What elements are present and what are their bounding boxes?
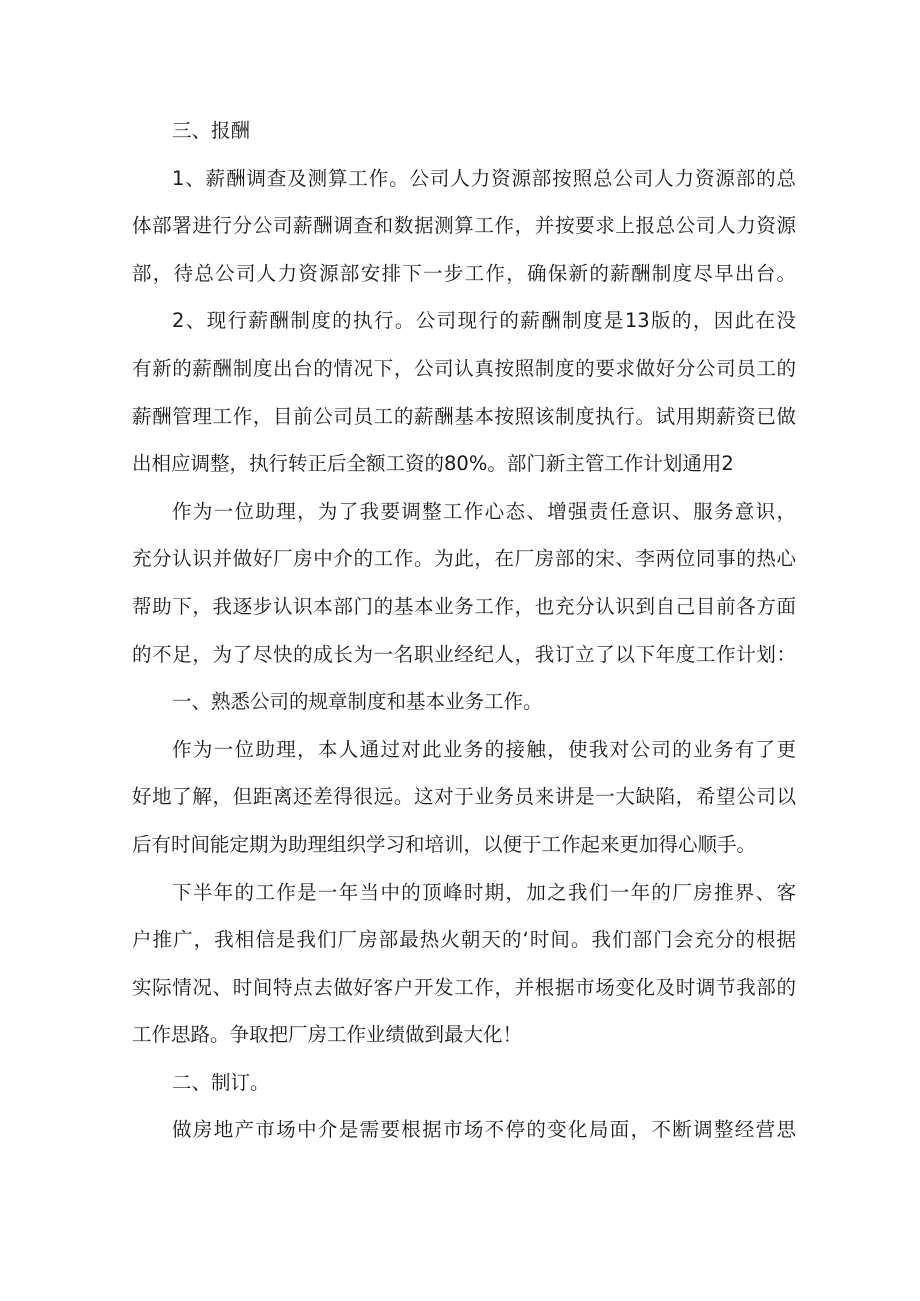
text-line: 薪酬管理工作，目前公司员工的薪酬基本按照该制度执行。试用期薪资已做 [132, 404, 796, 428]
text-line: 帮助下，我逐步认识本部门的基本业务工作，也充分认识到自己目前各方面 [132, 594, 796, 618]
text-line: 作为一位助理，为了我要调整工作心态、增强责任意识、服务意识， [172, 499, 796, 523]
text-line: 作为一位助理，本人通过对此业务的接触，使我对公司的业务有了更 [172, 737, 796, 761]
text-line: 实际情况、时间特点去做好客户开发工作，并根据市场变化及时调节我部的 [132, 975, 796, 999]
text-line: 做房地产市场中介是需要根据市场不停的变化局面，不断调整经营思 [172, 1118, 796, 1142]
text-line: 二、制订。 [172, 1070, 270, 1094]
text-line: 1、薪酬调查及测算工作。公司人力资源部按照总公司人力资源部的总 [172, 166, 796, 190]
text-line: 下半年的工作是一年当中的顶峰时期，加之我们一年的厂房推界、客 [172, 880, 796, 904]
text-line: 一、熟悉公司的规章制度和基本业务工作。 [172, 690, 543, 714]
text-line: 2、现行薪酬制度的执行。公司现行的薪酬制度是13版的，因此在没 [172, 309, 796, 333]
text-line: 体部署进行分公司薪酬调查和数据测算工作，并按要求上报总公司人力资源 [132, 214, 796, 238]
text-line: 有新的薪酬制度出台的情况下，公司认真按照制度的要求做好分公司员工的 [132, 356, 796, 380]
document-body [132, 107, 796, 1154]
text-line: 的不足，为了尽快的成长为一名职业经纪人，我订立了以下年度工作计划： [132, 642, 796, 666]
text-line: 后有时间能定期为助理组织学习和培训，以便于工作起来更加得心顺手。 [132, 832, 757, 856]
text-line: 出相应调整，执行转正后全额工资的80%。部门新主管工作计划通用2 [132, 452, 734, 476]
text-line: 户推广，我相信是我们厂房部最热火朝天的‘时间。我们部门会充分的根据 [132, 928, 796, 952]
text-line: 三、报酬 [172, 119, 251, 142]
text-line: 部，待总公司人力资源部安排下一步工作，确保新的薪酬制度尽早出台。 [132, 261, 796, 285]
text-line: 工作思路。争取把厂房工作业绩做到最大化！ [132, 1023, 523, 1047]
text-line: 好地了解，但距离还差得很远。这对于业务员来讲是一大缺陷，希望公司以 [132, 785, 796, 809]
text-line: 充分认识并做好厂房中介的工作。为此，在厂房部的宋、李两位同事的热心 [132, 547, 796, 571]
